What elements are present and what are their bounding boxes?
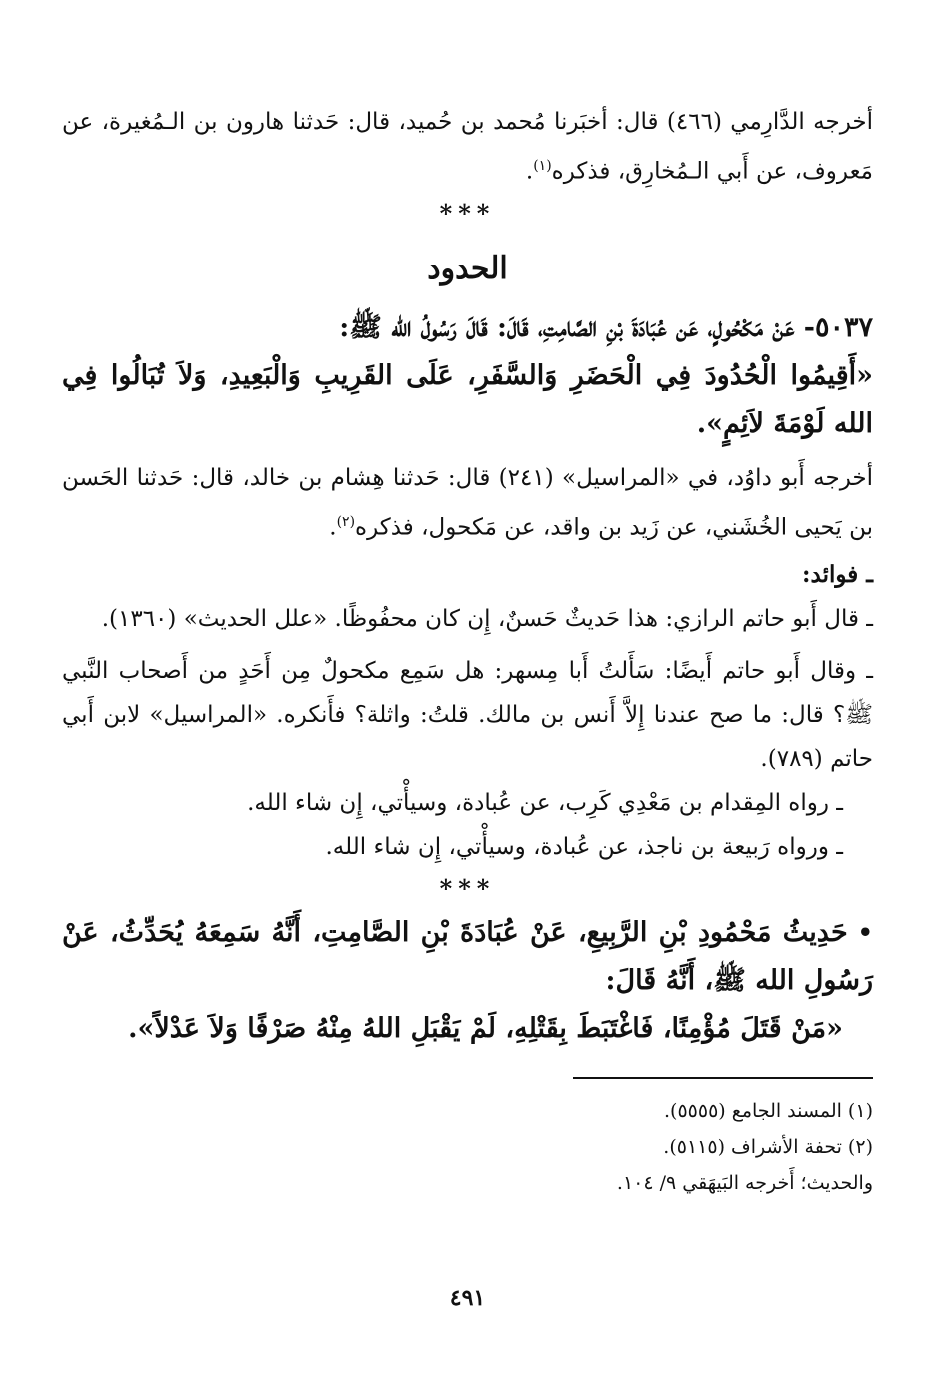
paragraph-abu-dawud <box>62 456 873 550</box>
paragraph-end: . <box>329 514 337 541</box>
fawaid-item-3: ـ رواه المِقدام بن مَعْدِي كَرِب، عن عُبادة، وسيأْتي، إِن شاء الله. <box>247 790 843 817</box>
bullet-icon: • <box>857 918 873 948</box>
paragraph-text: أخرجه الدَّارِمي (٤٦٦) قال: أخبَرنا مُحمد بن حُميد، قال: حَدثنا هارون بن الـمُغيرة، عن مَعروف، عن أَبي الـمُخارِق، فذكره <box>62 109 873 185</box>
hadith2-intro <box>62 909 873 1005</box>
footnote-ref-2[interactable]: (٢) <box>336 513 356 530</box>
separator-stars: *** <box>439 198 496 228</box>
fawaid-item-4: ـ ورواه رَبيعة بن ناجذ، عن عُبادة، وسيأْتي، إِن شاء الله. <box>325 834 843 861</box>
separator-stars-2: *** <box>439 874 496 904</box>
hadith2-intro-text: حَدِيثُ مَحْمُودِ بْنِ الرَّبِيعِ، عَنْ عُبَادَةَ بْنِ الصَّامِتِ، أَنَّهُ سَمِعَهُ يُحَدِّثُ، عَنْ رَسُولِ الله ﷺ، أَنَّهُ قَالَ: <box>62 917 873 997</box>
footnote-divider <box>573 1077 873 1079</box>
hadith-text: «أَقِيمُوا الْحُدُودَ فِي الْحَضَرِ وَالسَّفَرِ، عَلَى القَرِيبِ وَالْبَعِيدِ، وَلاَ تُبَالُوا فِي الله لَوْمَةَ لاَئِمٍ». <box>62 359 873 439</box>
fawaid-item-2: ـ وقال أَبو حاتم أَيضًا: سَأَلتُ أَبا مِسهر: هل سَمِع مكحولٌ مِن أَحَدٍ من أَصحاب النَّبي ﷺ؟ قال: ما صح عندنا إِلاَّ أَنس بن مالك. قلتُ: واثلة؟ فأَنكره. «المراسيل» لابن أَبي حاتم (٧٨٩). <box>62 658 873 773</box>
footnote-2: (٢) تحفة الأشراف (٥١١٥). <box>663 1136 873 1159</box>
paragraph-end: . <box>525 158 534 185</box>
paragraph-darimi <box>62 100 873 194</box>
fawaid-item-1: ـ قال أَبو حاتم الرازي: هذا حَديثٌ حَسنٌ، إِن كان محفُوظًا. «علل الحديث» (١٣٦٠). <box>101 606 873 633</box>
footnote-1: (١) المسند الجامع (٥٥٥٥). <box>664 1100 873 1123</box>
footnote-ref-1[interactable]: (١) <box>533 158 552 174</box>
hadith2-text: «مَنْ قَتَلَ مُؤْمِنًا، فَاغْتَبَطَ بِقَتْلِهِ، لَمْ يَقْبَلِ اللهُ مِنْهُ صَرْفًا وَلاَ عَدْلاً». <box>128 1013 843 1045</box>
footnote-3: والحديث؛ أَخرجه البَيهَقي ٩/ ١٠٤. <box>616 1172 873 1195</box>
hadith-intro: ٥٠٣٧- عَنْ مَكْحُولٍ، عَن عُبَادَةَ بْنِ الصَّامِتِ، قَالَ: قَالَ رَسُولُ الله ﷺ: <box>339 311 873 343</box>
paragraph-text: أخرجه أَبو داوُد، في «المراسيل» (٢٤١) قال: حَدثنا هِشام بن خالد، قال: حَدثنا الحَسن بن يَحيى الخُشَني، عن زَيد بن واقد، عن مَكحول، فذكره <box>62 464 873 541</box>
fawaid-heading: ـ فوائد: <box>802 561 873 589</box>
section-heading: الحدود <box>427 250 508 286</box>
page-number: ٤٩١ <box>449 1285 486 1311</box>
